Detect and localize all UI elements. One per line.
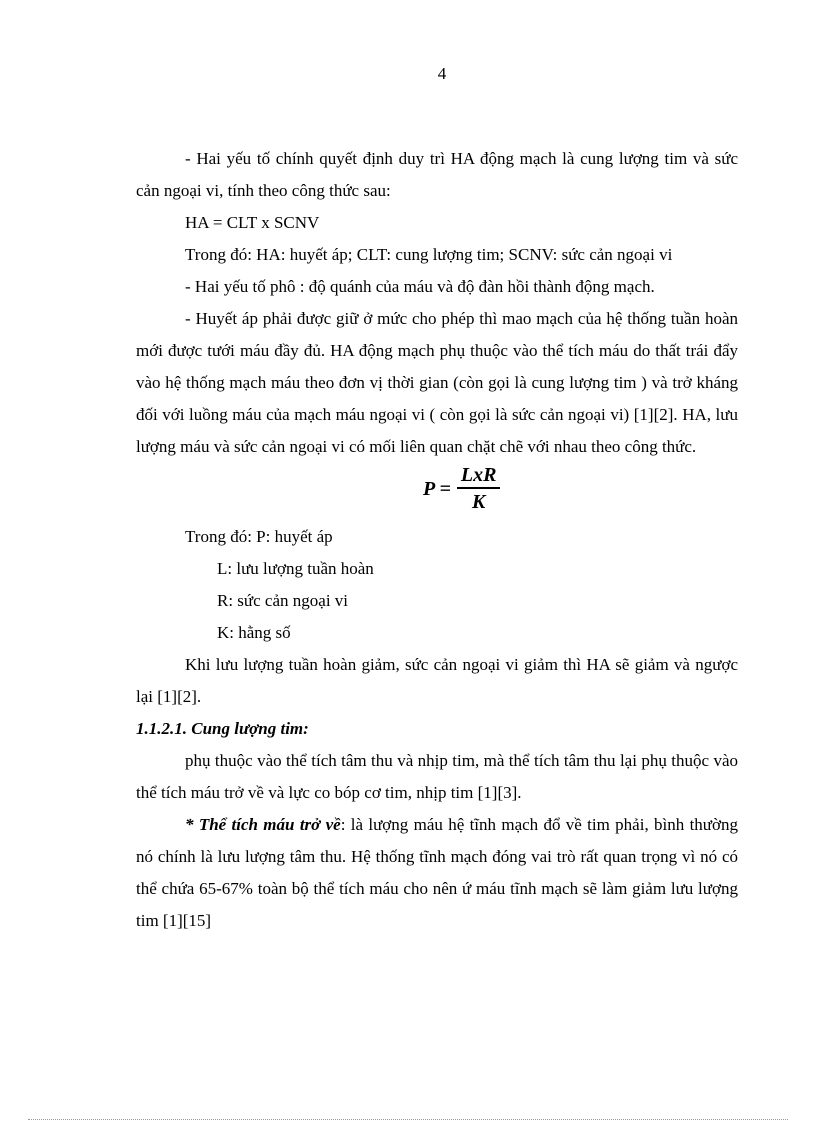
venous-return-term: * Thể tích máu trở về [185, 815, 341, 834]
paragraph-venous-return [136, 809, 738, 937]
definition-p: Trong đó: P: huyết áp [185, 527, 333, 546]
paragraph-main-factors: - Hai yếu tố chính quyết định duy trì HA động mạch là cung lượng tim và sức cản ngoại vi, tính theo công thức sau: [136, 149, 738, 200]
definition-k: K: hằng số [217, 623, 291, 642]
section-heading: 1.1.2.1. Cung lượng tim: [136, 719, 309, 738]
formula-p [423, 463, 500, 515]
formula-ha: HA = CLT x SCNV [185, 213, 320, 232]
page-number: 4 [437, 64, 447, 83]
paragraph-definitions: Trong đó: HA: huyết áp; CLT: cung lượng tim; SCNV: sức cản ngoại vi [185, 245, 673, 264]
page-bottom-divider [28, 1119, 788, 1120]
document-body [136, 143, 738, 937]
formula-denominator: K [471, 491, 486, 513]
formula-block [136, 463, 738, 521]
formula-numerator: LxR [460, 464, 497, 486]
paragraph-blood-pressure: - Huyết áp phải được giữ ở mức cho phép thì mao mạch của hệ thống tuần hoàn mới được tưới máu đầy đủ. HA động mạch phụ thuộc vào thể tích máu do thất trái đẩy vào hệ thống mạch máu theo đơn vị thời gian (còn gọi là cung lượng tim ) và trở kháng đối với luồng máu của mạch máu ngoại vi ( còn gọi là sức cản ngoại vi) [1][2]. HA, lưu lượng máu và sức cản ngoại vi có mối liên quan chặt chẽ với nhau theo công thức. [136, 309, 738, 456]
paragraph-conclusion: Khi lưu lượng tuần hoàn giảm, sức cản ngoại vi giảm thì HA sẽ giảm và ngược lại [1][2]. [136, 655, 738, 706]
formula-lhs: P = [423, 478, 451, 500]
paragraph-cardiac-output: phụ thuộc vào thể tích tâm thu và nhịp tim, mà thể tích tâm thu lại phụ thuộc vào thể tích máu trở về và lực co bóp cơ tim, nhịp tim [1][3]. [136, 751, 738, 802]
definition-l: L: lưu lượng tuần hoàn [217, 559, 374, 578]
formula-fraction [457, 463, 501, 515]
venous-return-text: : là lượng máu hệ tĩnh mạch đổ về tim phải, bình thường nó chính là lưu lượng tâm thu. Hệ thống tĩnh mạch đóng vai trò rất quan trọng vì nó có thể chứa 65-67% toàn bộ thể tích máu cho nên ứ máu tĩnh mạch sẽ làm giảm lưu lượng tim [1][15] [136, 815, 738, 930]
definition-r: R: sức cản ngoại vi [217, 591, 349, 610]
paragraph-secondary-factors: - Hai yếu tố phô : độ quánh của máu và độ đàn hồi thành động mạch. [185, 277, 655, 296]
